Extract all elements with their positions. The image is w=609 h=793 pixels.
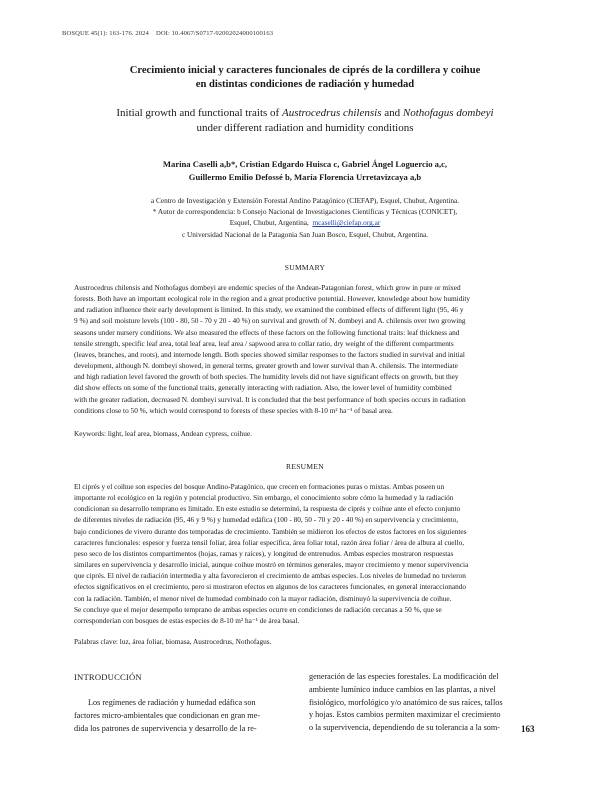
text-line: seasons under nursery conditions. We also measured the effects of these factors on the following functional traits: leaf thickness and <box>74 327 460 337</box>
text-line: que ciprés. El nivel de radiación intermedia y alta favorecieron el crecimiento de ambas especies. Los niveles de humedad no tuvieron <box>74 571 466 581</box>
journal-header <box>62 30 273 37</box>
text-line: ambiente lumínico induce cambios en las plantas, a nivel <box>309 684 496 694</box>
text-line: de diferentes niveles de radiación (95, 46 y 9 %) y humedad edáfica (100 - 80, 50 - 70 y 20 - 40 %) en supervivencia y crecimiento, <box>74 515 459 525</box>
text-line: factores micro-ambientales que condicionan en gran me- <box>74 710 260 720</box>
text-line: tensile strength, specific leaf area, total leaf area, leaf area / sapwood area to collar ratio, dry weight of the different compartments <box>74 338 454 348</box>
summary-heading: SUMMARY <box>284 263 326 272</box>
text-line: o la supervivencia, dependiendo de su tolerancia a la som- <box>309 723 500 733</box>
journal-citation: BOSQUE 45(1): 163-176. 2024 <box>62 30 149 37</box>
affiliations: a Centro de Investigación y Extensión Forestal Andino Patagónico (CIEFAP), Esquel, Chubut, Argentina. * Autor de correspondencia: b Consejo Nacional de Investigaciones Científicas y Técnicas (CONICET), Esquel, Chubut, Argentina, mcaselli@ciefap.org.ar c Universidad Nacional de la Patagonia San Juan Bosco, Esquel, Chubut, Argentina. <box>150 196 460 239</box>
resumen-heading: RESUMEN <box>286 462 324 471</box>
text-line: (leaves, branches, and roots), and internode length. Both species showed similar responses to the factors studied in survival and initial <box>74 349 465 359</box>
author-list: Marina Caselli a,b*, Cristian Edgardo Huisca c, Gabriel Ángel Loguercio a,c, Guillermo Emilio Defossé b, María Florencia Urretavizcaya a,b <box>162 159 448 182</box>
doi: DOI: 10.4067/S0717-92002024000100163 <box>155 30 274 37</box>
text-line: El ciprés y el coihue son especies del bosque Andino-Patagónico, que crecen en formaciones puras o mixtas. Ambas poseen un <box>74 482 445 491</box>
text-line: corresponderían con bosques de estas especies de 8-10 m² ha⁻¹ de área basal. <box>74 615 300 625</box>
text-line: Se concluye que el mejor desempeño temprano de ambas especies ocurre en condiciones de radiación cercanas a 50 %, que se <box>74 604 442 614</box>
text-line: Austrocedrus chilensis and Nothofagus dombeyi are endemic species of the Andean-Patagonian forest, which grow in pure or mixed <box>74 283 461 292</box>
introduction-heading: INTRODUCCIÓN <box>74 672 142 682</box>
intro-right-column <box>309 671 537 735</box>
text-line: similares en supervivencia y desarrollo inicial, aunque coihue mostró en términos generales, mayor crecimiento y menor supervivencia <box>74 560 469 570</box>
text-line: caracteres funcionales: espesor y fuerza tensil foliar, área foliar específica, área foliar total, razón área foliar / área de albura al cuello, <box>74 537 465 547</box>
text-line: condicionan su desarrollo temprano es limitado. En este estudio se determinó, la respuesta de ciprés y coihue ante el efecto conjunto <box>74 504 461 514</box>
text-line: peso seco de los distintos compartimentos (hojas, ramas y raíces), y longitud de entrenudos. Ambas especies mostraron respuestas <box>74 548 454 558</box>
page-number: 163 <box>521 724 535 734</box>
text-line: fisiológico, morfológico y/o anatómico de sus raíces, tallos <box>309 697 503 707</box>
text-line: with the greater radiation, decreased N. dombeyi survival. It is concluded that the best performance of both species occurs in radiation <box>74 394 466 404</box>
text-line: forests. Both have an important ecological role in the region and a great productive potential. However, knowledge about how humidity <box>74 294 471 304</box>
resumen-body <box>74 481 537 626</box>
resumen-keywords: Palabras clave: luz, área foliar, biomasa, Austrocedrus, Nothofagus. <box>74 637 272 646</box>
text-line: bajo condiciones de vivero durante dos temporadas de crecimiento. También se midieron los efectos de estos factores en los siguientes <box>74 526 467 536</box>
text-line: importante rol ecológico en la región y potencial productivo. Sin embargo, el conocimiento sobre cómo la humedad y la radiación <box>74 493 454 503</box>
text-line: and radiation influence their early development is limited. In this study, we examined the combined effects of different light (95, 46 y <box>74 305 464 315</box>
text-line: conditions close to 50 %, which would correspond to forests of these species with 8-10 m² ha⁻¹ of basal area. <box>74 405 393 415</box>
text-line: generación de las especies forestales. La modificación del <box>309 672 499 681</box>
text-line: 9 %) and soil moisture levels (100 - 80, 50 - 70 y 20 - 40 %) on survival and growth of N. dombeyi and A. chilensis over two growing <box>74 316 466 326</box>
text-line: con la radiación. También, el menor nivel de humedad combinado con la mayor radiación, disminuyó la supervivencia de coihue. <box>74 593 452 603</box>
intro-left-column <box>74 697 302 735</box>
corresponding-email-link[interactable]: mcaselli@ciefap.org.ar <box>312 218 381 228</box>
spanish-title: Crecimiento inicial y caracteres funcionales de ciprés de la cordillera y coihue en distintas condiciones de radiación y humedad <box>129 65 481 90</box>
summary-keywords: Keywords: light, leaf area, biomass, Andean cypress, coihue. <box>74 429 252 438</box>
text-line: development, although N. dombeyi showed, in general terms, greater growth and lower survival than A. chilensis. The intermediate <box>74 361 458 371</box>
text-line: y hojas. Estos cambios permiten maximizar el crecimiento <box>309 710 501 720</box>
english-title: Initial growth and functional traits of Austrocedrus chilensis and Nothofagus dombeyi under different radiation and humidity conditions <box>116 107 494 134</box>
text-line: did show effects on some of the functional traits, generally interacting with radiation. Also, the lower level of humidity combined <box>74 383 452 393</box>
text-line: dida los patrones de supervivencia y desarrollo de la re- <box>74 723 257 733</box>
text-line: and high radiation level favored the growth of both species. The humidity levels did not have significant effects on growth, but they <box>74 372 459 382</box>
text-line: Los regímenes de radiación y humedad edáfica son <box>88 698 256 707</box>
text-line: efectos significativos en el crecimiento, pero si mostraron efectos en algunos de los caracteres funcionales, en general interaccionando <box>74 582 467 592</box>
summary-body <box>74 282 537 416</box>
